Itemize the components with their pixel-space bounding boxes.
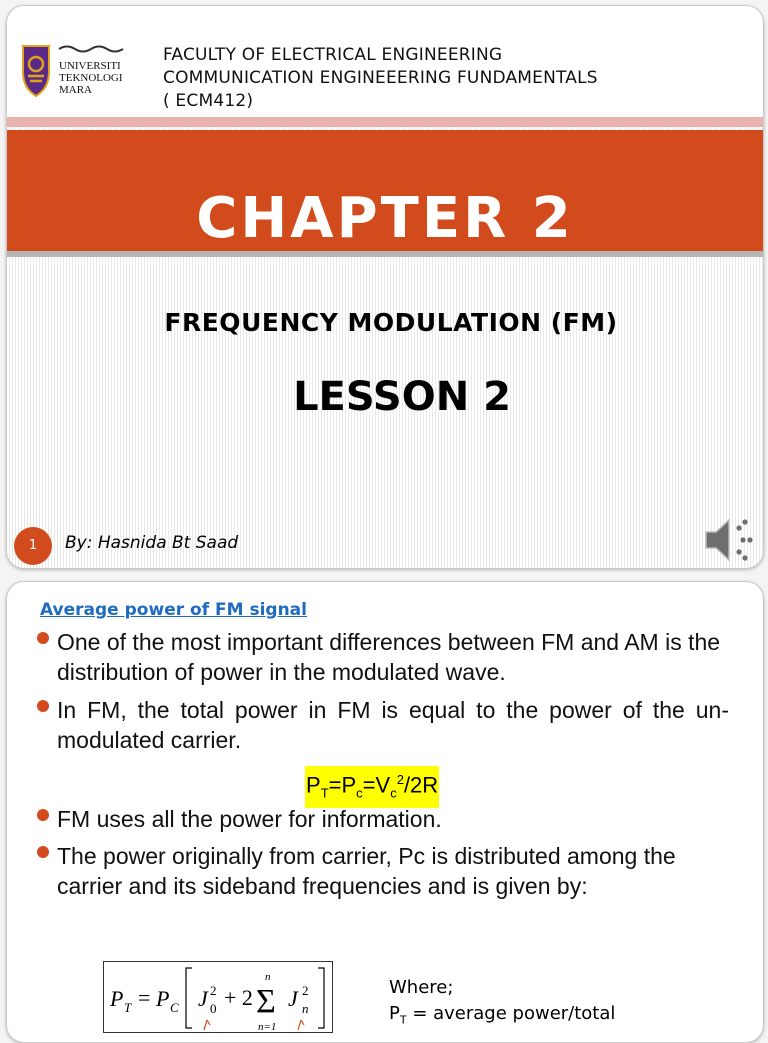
power-formula: $P_T=P_c=V_c^2/2R$ [305, 766, 439, 808]
uitm-logo [19, 42, 137, 100]
lesson-title: LESSON 2 [293, 374, 511, 420]
speaker-icon[interactable] [703, 515, 755, 565]
content-slide [6, 581, 764, 1043]
svg-text:P: P [156, 986, 170, 1011]
svg-text:+ 2: + 2 [224, 985, 253, 1010]
chapter-title: CHAPTER 2 [196, 186, 574, 251]
slide-heading[interactable]: Average power of FM signal [40, 600, 307, 620]
svg-text:n=1: n=1 [258, 1021, 277, 1032]
svg-text:T: T [124, 1000, 132, 1015]
where-label: Where; [389, 977, 454, 998]
page-number-badge: 1 [14, 527, 52, 565]
slide-header [7, 6, 763, 118]
logo-text-1: UNIVERSITI [59, 60, 121, 72]
logo-text-3: MARA [59, 84, 93, 96]
svg-text:2: 2 [210, 983, 217, 998]
bullet-dot [37, 809, 49, 821]
svg-text:J: J [288, 986, 298, 1011]
bullet-1: One of the most important differences between FM and AM is the distribution of power in the modulated wave. [57, 629, 721, 685]
bullet-dot [37, 700, 49, 712]
faculty-text [163, 44, 598, 113]
band-shadow [7, 251, 763, 257]
bullet-2: In FM, the total power in FM is equal to the power of the un-modulated carrier. [57, 697, 729, 753]
bullet-dot [37, 846, 49, 858]
svg-text:0: 0 [210, 1001, 217, 1016]
svg-text:P: P [110, 986, 124, 1011]
pink-divider [7, 117, 763, 127]
author-text: By: Hasnida Bt Saad [65, 533, 239, 553]
svg-text:=: = [138, 985, 151, 1010]
bullet-3: FM uses all the power for information. [57, 806, 442, 832]
sideband-power-equation [103, 961, 333, 1033]
faculty-line-2: COMMUNICATION ENGINEEERING FUNDAMENTALS [163, 68, 598, 88]
svg-text:n: n [302, 1001, 309, 1016]
where-definition: $P_T$ = average power/total [389, 1003, 616, 1027]
title-slide [6, 5, 764, 569]
svg-text:2: 2 [302, 983, 309, 998]
bullet-4: The power originally from carrier, Pc is distributed among the carrier and its sideband frequencies and is given by: [57, 843, 676, 899]
where-block [389, 975, 615, 1034]
sigma-symbol: Σ [256, 983, 276, 1020]
faculty-line-1: FACULTY OF ELECTRICAL ENGINEERING [163, 45, 503, 65]
svg-text:J: J [198, 986, 208, 1011]
svg-text:n: n [265, 971, 271, 983]
logo-text-2: TEKNOLOGI [59, 72, 123, 84]
slide-subtitle: FREQUENCY MODULATION (FM) [164, 308, 618, 337]
bullet-dot [37, 632, 49, 644]
faculty-line-3: ( ECM412) [163, 91, 254, 111]
svg-text:C: C [170, 1000, 179, 1015]
